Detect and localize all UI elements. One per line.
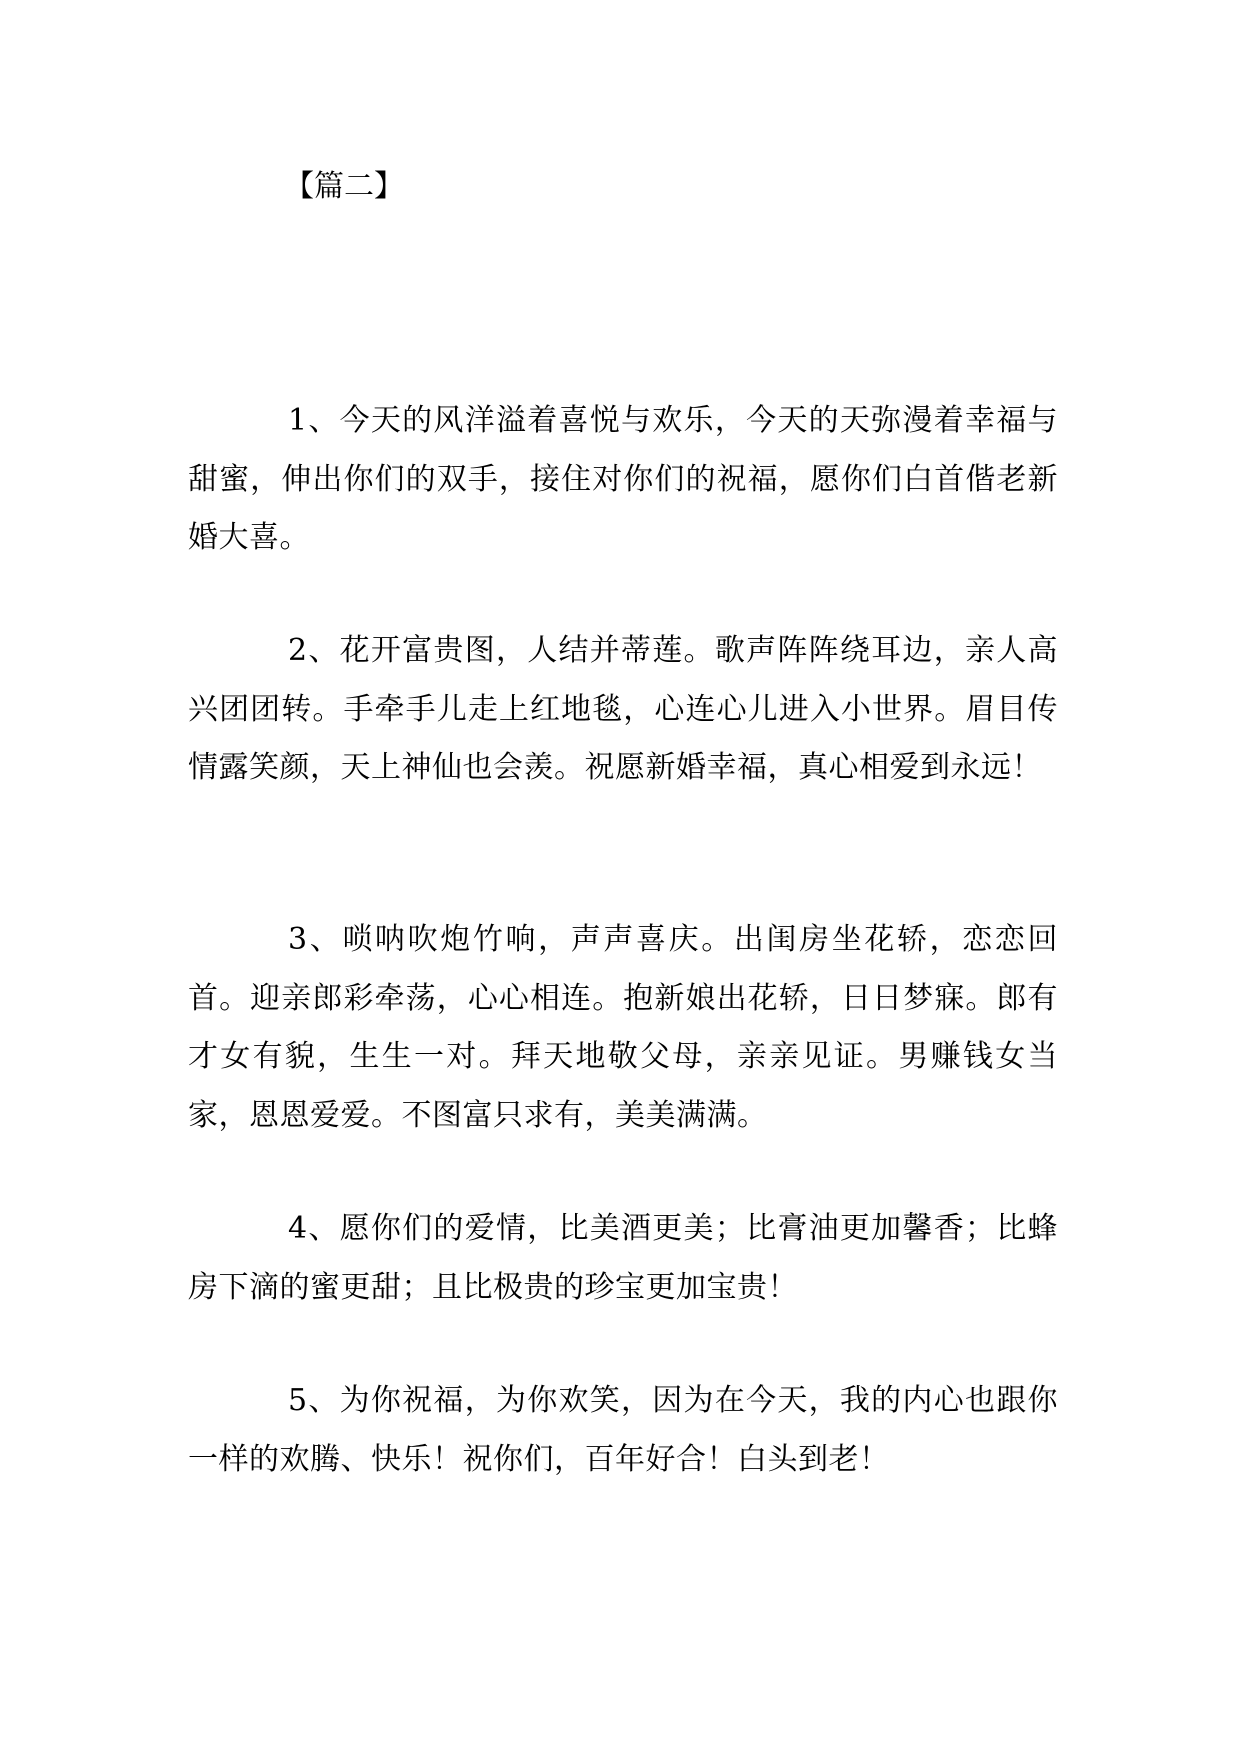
paragraph-5: 5、为你祝福，为你欢笑，因为在今天，我的内心也跟你一样的欢腾、快乐！祝你们，百年好合！白头到老！ [188, 1383, 1058, 1477]
paragraph-4: 4、愿你们的爱情，比美酒更美；比膏油更加馨香；比蜂房下滴的蜜更甜；且比极贵的珍宝更加宝贵！ [188, 1211, 1058, 1305]
paragraph-1: 1、今天的风洋溢着喜悦与欢乐，今天的天弥漫着幸福与甜蜜，伸出你们的双手，接住对你们的祝福，愿你们白首偕老新婚大喜。 [188, 403, 1058, 555]
paragraph-3: 3、唢呐吹炮竹响，声声喜庆。出闺房坐花轿，恋恋回首。迎亲郎彩牵荡，心心相连。抱新娘出花轿，日日梦寐。郎有才女有貌，生生一对。拜天地敬父母，亲亲见证。男赚钱女当家，恩恩爱爱。不图富只求有，美美满满。 [188, 922, 1058, 1133]
paragraph-2: 2、花开富贵图，人结并蒂莲。歌声阵阵绕耳边，亲人高兴团团转。手牵手儿走上红地毯，心连心儿进入小世界。眉目传情露笑颜，天上神仙也会羡。祝愿新婚幸福，真心相爱到永远！ [188, 633, 1058, 785]
section-heading: 【篇二】 [284, 169, 404, 204]
